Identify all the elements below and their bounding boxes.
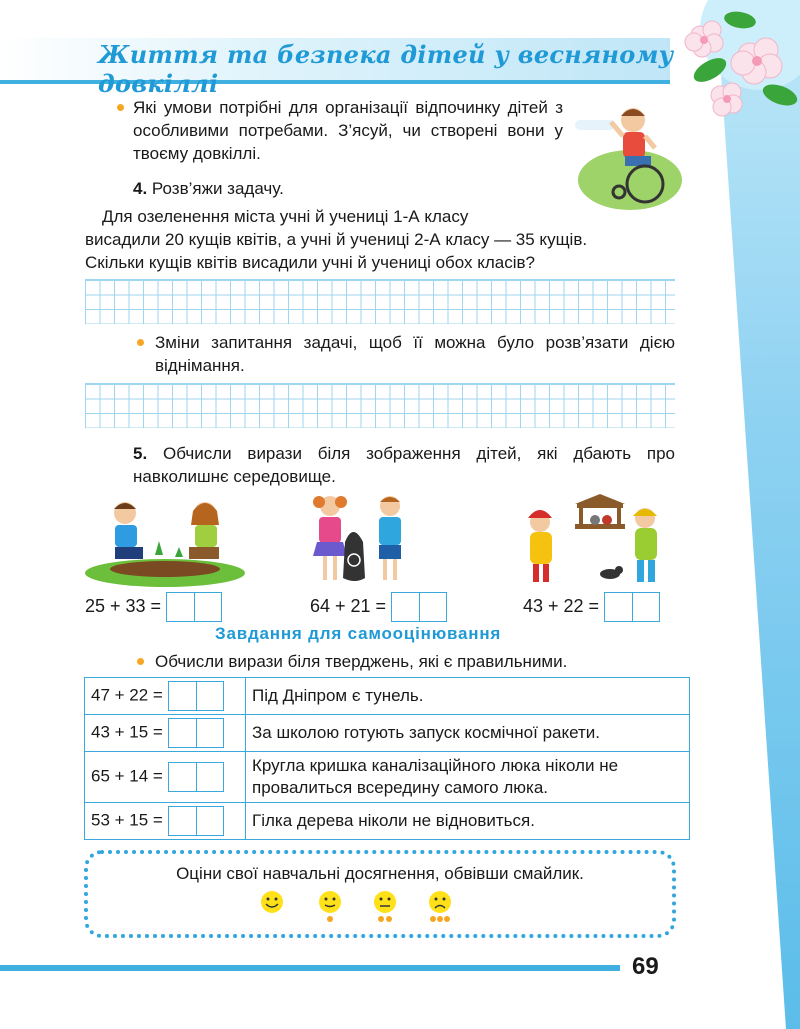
smiley-sad-icon[interactable] xyxy=(429,891,451,922)
expression-cell: 47 + 22 = xyxy=(85,678,246,715)
answer-box[interactable] xyxy=(168,681,224,711)
intro-bullet: Які умови потрібні для організації відпочинку дітей з особливими потребами. З’ясуй, чи створені вони у твоєму довкіллі. xyxy=(133,96,563,165)
bullet-icon xyxy=(117,104,124,111)
answer-box[interactable] xyxy=(604,592,660,622)
expression-cell: 65 + 14 = xyxy=(85,752,246,803)
table-row xyxy=(85,678,690,715)
bullet-icon xyxy=(137,658,144,665)
bullet-icon xyxy=(137,339,144,346)
page-number: 69 xyxy=(632,953,659,980)
task5-heading: 5. Обчисли вирази біля зображення дітей, які дбають про навколишнє середовище. xyxy=(133,444,675,486)
answer-grid-1[interactable] xyxy=(85,279,675,324)
answer-box[interactable] xyxy=(166,592,222,622)
self-assessment-title: Завдання для самооцінювання xyxy=(215,624,502,643)
expression-cell: 43 + 15 = xyxy=(85,715,246,752)
answer-grid-2[interactable] xyxy=(85,383,675,428)
statement-cell: За школою готують запуск космічної ракети. xyxy=(246,715,690,752)
evaluation-text: Оціни свої навчальні досягнення, обвівши смайлик. xyxy=(176,864,584,883)
task5-expression-2: 64 + 21 = xyxy=(310,592,447,622)
expression-cell: 53 + 15 = xyxy=(85,803,246,840)
self-assessment-table xyxy=(84,677,690,840)
table-row xyxy=(85,715,690,752)
statement-cell: Під Дніпром є тунель. xyxy=(246,678,690,715)
task4-problem-line1: Для озеленення міста учні й учениці 1-А класу xyxy=(102,207,469,226)
answer-box[interactable] xyxy=(168,718,224,748)
answer-box[interactable] xyxy=(168,806,224,836)
task4-heading: 4. Розв’яжи задачу. xyxy=(133,179,284,198)
children-planting-illustration xyxy=(85,495,245,587)
children-bird-feeder-illustration xyxy=(515,492,675,587)
smiley-row xyxy=(255,888,455,928)
page-title: Життя та безпека дітей у весняному довкіллі xyxy=(98,40,674,98)
footer-bar xyxy=(0,965,620,971)
table-row xyxy=(85,803,690,840)
task5-expression-3: 43 + 22 = xyxy=(523,592,660,622)
statement-cell: Кругла кришка каналізаційного люка ніколи не провалиться всередину самого люка. xyxy=(246,752,690,803)
table-row xyxy=(85,752,690,803)
task4-problem-line2: висадили 20 кущів квітів, а учні й учениці 2-А класу — 35 кущів. xyxy=(85,230,588,249)
task4-bullet: Зміни запитання задачі, щоб її можна було розв’язати дією віднімання. xyxy=(155,331,675,377)
answer-box[interactable] xyxy=(391,592,447,622)
smiley-happy-icon[interactable] xyxy=(261,891,283,913)
children-recycling-illustration xyxy=(305,492,415,587)
smiley-good-icon[interactable] xyxy=(319,891,341,922)
answer-box[interactable] xyxy=(168,762,224,792)
smiley-neutral-icon[interactable] xyxy=(374,891,396,922)
statement-cell: Гілка дерева ніколи не відновиться. xyxy=(246,803,690,840)
self-assessment-bullet: Обчисли вирази біля тверджень, які є правильними. xyxy=(155,650,567,673)
task5-expression-1: 25 + 33 = xyxy=(85,592,222,622)
wheelchair-child-illustration xyxy=(575,100,685,212)
task4-problem-line3: Скільки кущів квітів висадили учні й учениці обох класів? xyxy=(85,253,536,272)
